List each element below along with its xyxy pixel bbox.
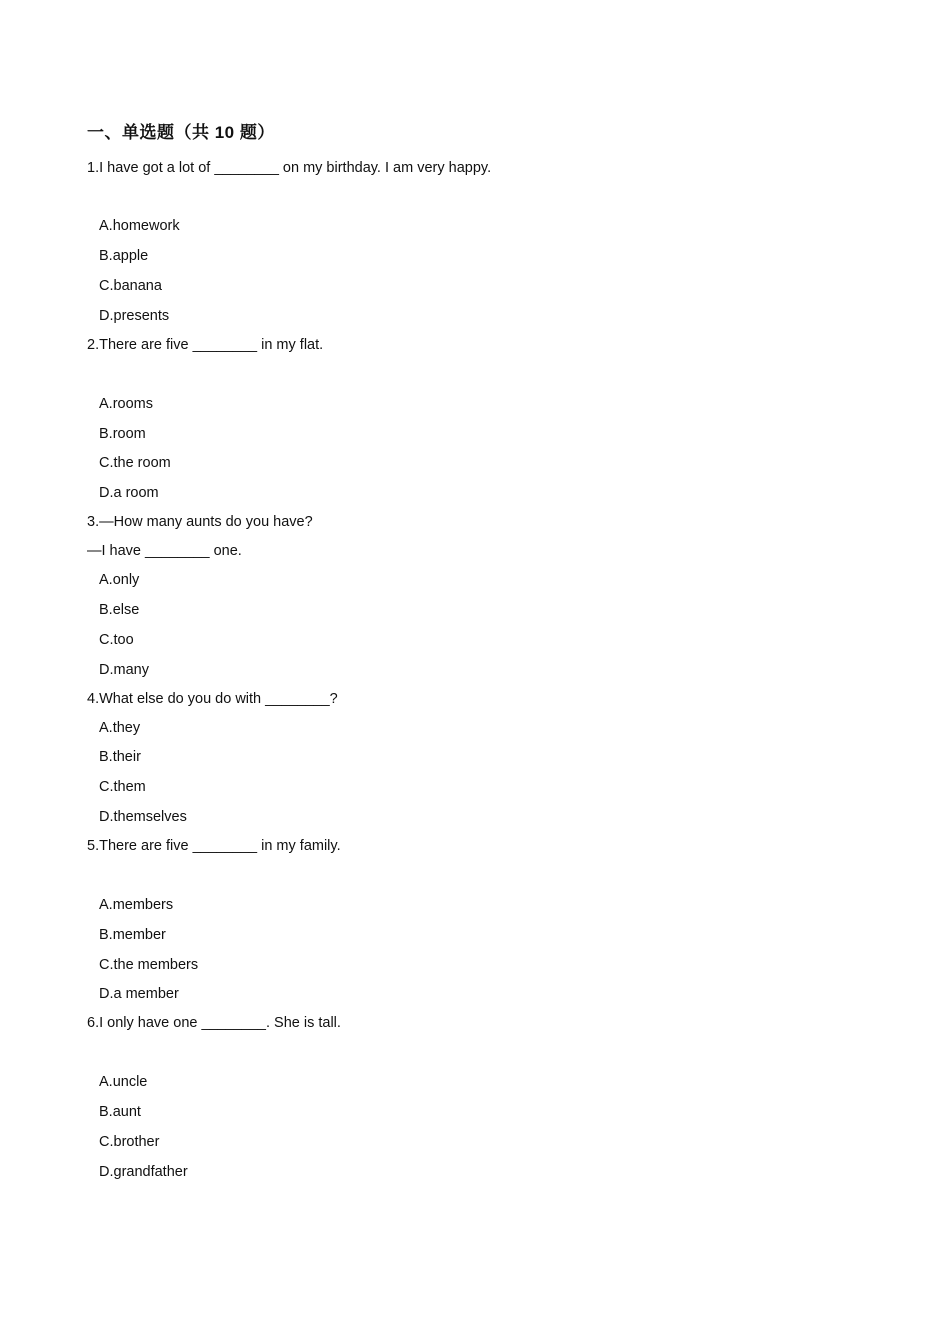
question-4-option-c: C.them xyxy=(99,779,146,795)
question-2-option-d: D.a room xyxy=(99,485,159,501)
question-5-option-b: B.member xyxy=(99,927,166,943)
question-3-stem: 3.—How many aunts do you have? xyxy=(87,514,313,530)
question-3-stem-reply: —I have ________ one. xyxy=(87,543,242,559)
question-5-stem: 5.There are five ________ in my family. xyxy=(87,838,341,854)
question-6-option-c: C.brother xyxy=(99,1134,160,1150)
question-4-option-d: D.themselves xyxy=(99,809,187,825)
question-3-option-d: D.many xyxy=(99,662,149,678)
question-6-option-b: B.aunt xyxy=(99,1104,141,1120)
question-1-option-b: B.apple xyxy=(99,248,149,264)
question-4-option-a: A.they xyxy=(99,720,141,736)
question-2-option-b: B.room xyxy=(99,426,146,442)
question-1-stem: 1.I have got a lot of ________ on my birthday. I am very happy. xyxy=(87,160,492,176)
question-1-option-a: A.homework xyxy=(99,218,180,234)
question-3-option-c: C.too xyxy=(99,632,134,648)
question-5-option-d: D.a member xyxy=(99,986,179,1002)
question-3-option-b: B.else xyxy=(99,602,140,618)
question-2-option-a: A.rooms xyxy=(99,396,153,412)
question-6-stem: 6.I only have one ________. She is tall. xyxy=(87,1015,341,1031)
question-6-option-a: A.uncle xyxy=(99,1074,148,1090)
section-title: 一、单选题（共 10 题） xyxy=(87,123,275,142)
question-2-stem: 2.There are five ________ in my flat. xyxy=(87,337,324,353)
question-6-option-d: D.grandfather xyxy=(99,1164,188,1180)
question-4-stem: 4.What else do you do with ________? xyxy=(87,691,338,707)
question-5-option-a: A.members xyxy=(99,897,174,913)
question-2-option-c: C.the room xyxy=(99,455,171,471)
question-4-option-b: B.their xyxy=(99,749,141,765)
question-3-option-a: A.only xyxy=(99,572,140,588)
question-5-option-c: C.the members xyxy=(99,957,199,973)
question-1-option-d: D.presents xyxy=(99,308,170,324)
question-1-option-c: C.banana xyxy=(99,278,162,294)
